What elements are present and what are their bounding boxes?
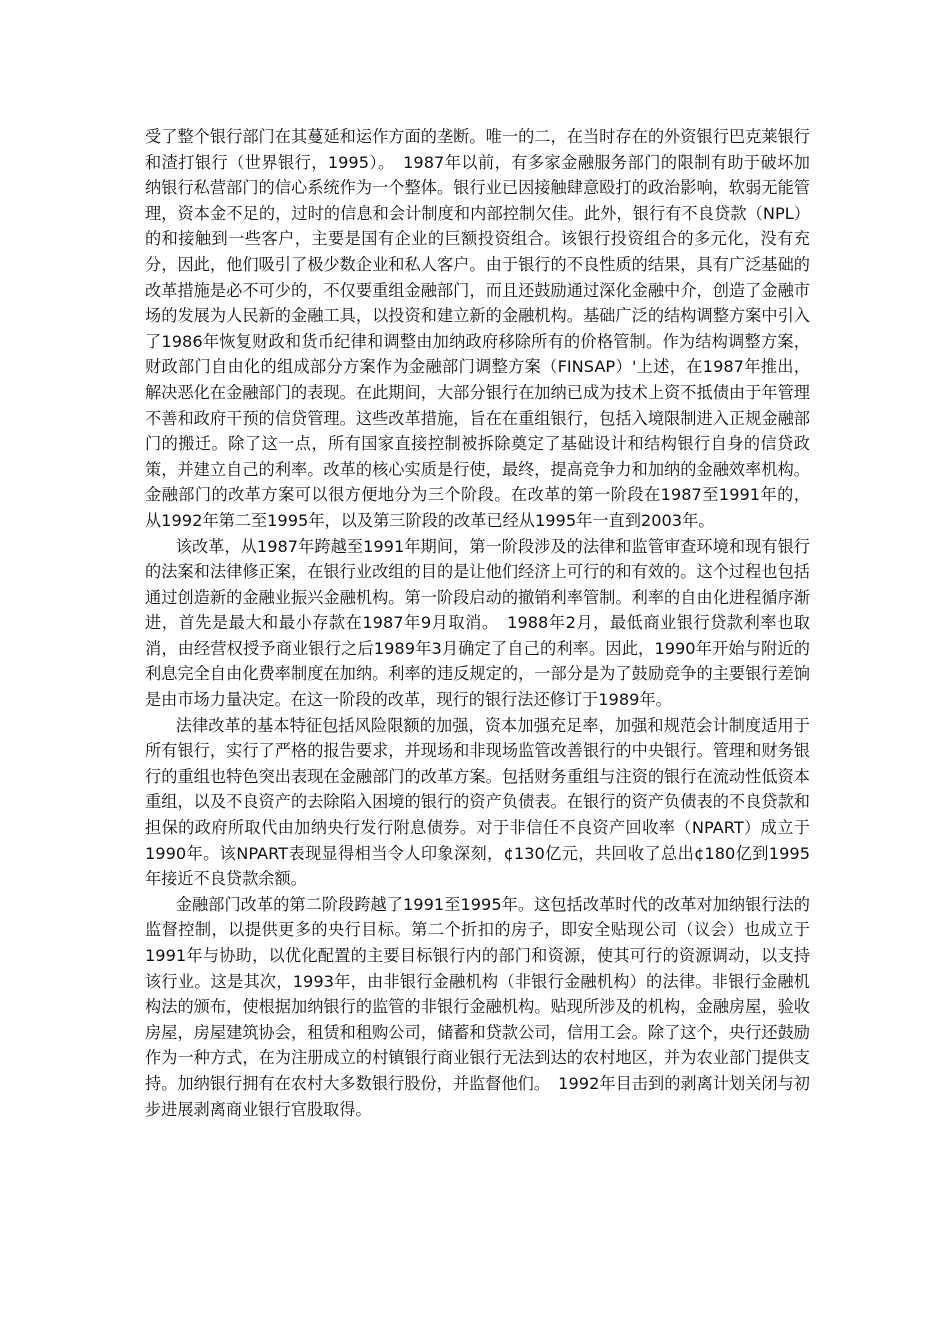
- paragraph: 法律改革的基本特征包括风险限额的加强，资本加强充足率，加强和规范会计制度适用于所有银行，实行了严格的报告要求，并现场和非现场监管改善银行的中央银行。管理和财务银行的重组也特色突出表现在金融部门的改革方案。包括财务重组与注资的银行在流动性低资本重组，以及不良资产的去除陷入困境的银行的资产负债表。在银行的资产负债表的不良贷款和担保的政府所取代由加纳央行发行附息债券。对于非信任不良资产回收率（NPART）成立于1990年。该NPART表现显得相当令人印象深刻，¢130亿元，共回收了总出¢180亿到1995年接近不良贷款余额。: [145, 715, 810, 889]
- paragraph: 金融部门改革的第二阶段跨越了1991至1995年。这包括改革时代的改革对加纳银行法的监督控制，以提供更多的央行目标。第二个折扣的房子，即安全贴现公司（议会）也成立于1991年与协助，以优化配置的主要目标银行内的部门和资源，使其可行的资源调动，以支持该行业。这是其次，1993年，由非银行金融机构（非银行金融机构）的法律。非银行金融机构法的颁布，使根据加纳银行的监管的非银行金融机构。贴现所涉及的机构，金融房屋，验收房屋，房屋建筑协会，租赁和租购公司，储蓄和贷款公司，信用工会。除了这个，央行还鼓励作为一种方式，在为注册成立的村镇银行商业银行无法到达的农村地区，并为农业部门提供支持。加纳银行拥有在农村大多数银行股份，并监督他们。 1992年目击到的剥离计划关闭与初步进展剥离商业银行官股取得。: [145, 894, 810, 1119]
- document-body: [145, 124, 810, 1122]
- paragraph: 该改革，从1987年跨越至1991年期间，第一阶段涉及的法律和监管审查环境和现有银行的法案和法律修正案，在银行业改组的目的是让他们经济上可行的和有效的。这个过程也包括通过创造新的金融业振兴金融机构。第一阶段启动的撤销利率管制。利率的自由化进程循序渐进，首先是最大和最小存款在1987年9月取消。 1988年2月，最低商业银行贷款利率也取消，由经营权授予商业银行之后1989年3月确定了自己的利率。因此，1990年开始与附近的利息完全自由化费率制度在加纳。利率的违反规定的，一部分是为了鼓励竞争的主要银行差饷是由市场力量决定。在这一阶段的改革，现行的银行法还修订于1989年。: [145, 536, 810, 710]
- paragraph: 受了整个银行部门在其蔓延和运作方面的垄断。唯一的二，在当时存在的外资银行巴克莱银行和渣打银行（世界银行，1995）。 1987年以前，有多家金融服务部门的限制有助于破坏加纳银行私营部门的信心系统作为一个整体。银行业已因接触肆意殴打的政治影响，软弱无能管理，资本金不足的，过时的信息和会计制度和内部控制欠佳。此外，银行有不良贷款（NPL）的和接触到一些客户，主要是国有企业的巨额投资组合。该银行投资组合的多元化，没有充分，因此，他们吸引了极少数企业和私人客户。由于银行的不良性质的结果，具有广泛基础的改革措施是必不可少的，不仅要重组金融部门，而且还鼓励通过深化金融中介，创造了金融市场的发展为人民新的金融工具，以投资和建立新的金融机构。基础广泛的结构调整方案中引入了1986年恢复财政和货币纪律和调整由加纳政府移除所有的价格管制。作为结构调整方案，财政部门自由化的组成部分方案作为金融部门调整方案（FINSAP）'上述，在1987年推出，解决恶化在金融部门的表现。在此期间，大部分银行在加纳已成为技术上资不抵债由于年管理不善和政府干预的信贷管理。这些改革措施，旨在在重组银行，包括入境限制进入正规金融部门的搬迁。除了这一点，所有国家直接控制被拆除奠定了基础设计和结构银行自身的信贷政策，并建立自己的利率。改革的核心实质是行使，最终，提高竞争力和加纳的金融效率机构。金融部门的改革方案可以很方便地分为三个阶段。在改革的第一阶段在1987至1991年的，从1992年第二至1995年，以及第三阶段的改革已经从1995年一直到2003年。: [145, 127, 810, 530]
